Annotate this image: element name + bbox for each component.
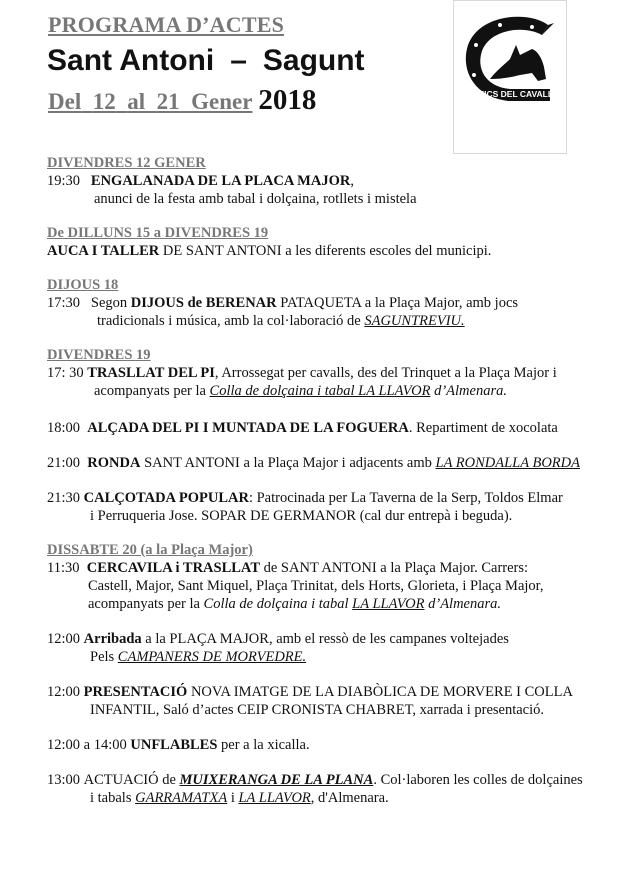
dates-al: al bbox=[127, 89, 146, 114]
title-left: Sant Antoni bbox=[47, 44, 215, 77]
event-line bbox=[90, 649, 306, 666]
event-title: ENGALANADA DE LA PLACA MAJOR bbox=[90, 173, 351, 189]
event-line bbox=[47, 295, 518, 312]
event-text: Pels bbox=[90, 649, 118, 665]
event-line bbox=[47, 365, 557, 382]
event-text: . Repartiment de xocolata bbox=[408, 420, 558, 436]
group-name: Colla de dolçaina i tabal LA LLAVOR bbox=[209, 383, 431, 399]
dates-del: Del bbox=[48, 89, 82, 114]
event-text: acompanyats per la bbox=[88, 596, 204, 612]
event-title: RONDA bbox=[87, 455, 141, 471]
event-time: 19:30 bbox=[47, 173, 81, 189]
section-heading: DIVENDRES 12 GENER bbox=[47, 155, 206, 171]
event-time: 11:30 bbox=[47, 560, 80, 576]
section-heading: De DILLUNS 15 a DIVENDRES 19 bbox=[47, 225, 269, 241]
event-text: PATAQUETA a la Plaça Major, amb jocs bbox=[276, 295, 519, 311]
event-title: UNFLABLES bbox=[130, 737, 218, 753]
group-name: MUIXERANGA DE LA PLANA bbox=[179, 772, 374, 788]
event-text: DE SANT ANTONI a les diferents escoles del municipi. bbox=[159, 243, 492, 259]
event-text: d’Almenara. bbox=[430, 383, 507, 399]
title-right: Sagunt bbox=[262, 44, 365, 77]
section-heading: DIJOUS 18 bbox=[47, 277, 119, 293]
event-title: PRESENTACIÓ bbox=[83, 684, 188, 700]
event-title: ALÇADA DEL PI I MUNTADA DE LA FOGUERA bbox=[87, 420, 409, 436]
event-text: , bbox=[350, 173, 354, 189]
page-title bbox=[47, 44, 365, 78]
event-time: 13:00 bbox=[47, 772, 81, 788]
event-line bbox=[47, 631, 509, 648]
event-time: 18:00 bbox=[47, 420, 81, 436]
event-line bbox=[47, 737, 310, 754]
event-line bbox=[47, 684, 573, 701]
program-label: PROGRAMA D’ACTES bbox=[48, 12, 285, 37]
event-time: 12:00 a 14:00 bbox=[47, 737, 127, 753]
section-heading: DIVENDRES 19 bbox=[47, 347, 151, 363]
event-title: Arribada bbox=[83, 631, 142, 647]
group-name: GARRAMATXA bbox=[135, 790, 228, 806]
event-line: i Perruqueria Jose. SOPAR DE GERMANOR (cal dur entrepà i beguda). bbox=[90, 508, 513, 524]
event-line bbox=[47, 420, 558, 437]
section-heading: DISSABTE 20 (a la Plaça Major) bbox=[47, 542, 253, 558]
event-time: 17:30 bbox=[47, 295, 81, 311]
event-line: INFANTIL, Saló d’actes CEIP CRONISTA CHABRET, xarrada i presentació. bbox=[90, 702, 545, 718]
event-line bbox=[47, 173, 354, 190]
event-line bbox=[90, 790, 389, 807]
event-text: Segon bbox=[90, 295, 131, 311]
title-dash: – bbox=[230, 44, 247, 77]
group-name: CAMPANERS DE MORVEDRE. bbox=[117, 649, 307, 665]
dates-day1: 12 bbox=[92, 89, 116, 114]
event-line: Castell, Major, Sant Miquel, Plaça Trinitat, dels Horts, Glorieta, i Plaça Major, bbox=[88, 578, 544, 594]
event-title: CALÇOTADA POPULAR bbox=[83, 490, 249, 506]
event-time: 21:00 bbox=[47, 455, 81, 471]
event-text: NOVA IMATGE DE LA DIABÒLICA DE MORVERE I COLLA bbox=[187, 684, 573, 700]
event-title: DIJOUS de BERENAR bbox=[130, 295, 277, 311]
group-name: LA LLAVOR bbox=[238, 790, 311, 806]
event-text: SANT ANTONI a la Plaça Major i adjacents amb bbox=[140, 455, 436, 471]
event-line bbox=[97, 313, 465, 330]
dates-month: Gener bbox=[191, 89, 253, 114]
event-time: 12:00 bbox=[47, 684, 81, 700]
event-time: 12:00 bbox=[47, 631, 81, 647]
event-title: TRASLLAT DEL PI bbox=[87, 365, 215, 381]
event-title: CERCAVILA i TRASLLAT bbox=[86, 560, 260, 576]
event-text: : Patrocinada per La Taverna de la Serp, Toldos Elmar bbox=[248, 490, 563, 506]
event-text: d’Almenara. bbox=[424, 596, 501, 612]
logo-text: AMICS DEL CAVALL bbox=[470, 89, 554, 99]
event-time: 17: 30 bbox=[47, 365, 84, 381]
group-name: LA RONDALLA BORDA bbox=[435, 455, 580, 471]
event-text: acompanyats per la bbox=[94, 383, 210, 399]
event-text: . Col·laboren les colles de dolçaines bbox=[373, 772, 583, 788]
event-line bbox=[88, 596, 501, 613]
event-text: , Arrossegat per cavalls, des del Trinquet a la Plaça Major i bbox=[214, 365, 557, 381]
event-text: a la PLAÇA MAJOR, amb el ressò de les campanes voltejades bbox=[141, 631, 509, 647]
event-line bbox=[94, 383, 507, 400]
group-name: LA LLAVOR bbox=[352, 596, 425, 612]
event-line bbox=[47, 772, 583, 789]
event-line bbox=[47, 243, 491, 260]
dates-day2: 21 bbox=[156, 89, 180, 114]
event-line bbox=[47, 455, 580, 472]
event-line bbox=[47, 490, 563, 507]
date-range bbox=[48, 84, 316, 117]
event-line bbox=[47, 560, 528, 577]
event-text: de SANT ANTONI a la Plaça Major. Carrers: bbox=[260, 560, 529, 576]
event-text: i tabals bbox=[90, 790, 136, 806]
logo bbox=[453, 0, 567, 154]
event-text: , d'Almenara. bbox=[310, 790, 389, 806]
horseshoe-horse-head-icon bbox=[460, 15, 560, 105]
event-title: AUCA I TALLER bbox=[47, 243, 160, 259]
event-text: tradicionals i música, amb la col·laboració de bbox=[97, 313, 365, 329]
event-text: per a la xicalla. bbox=[217, 737, 310, 753]
sponsor-link: SAGUNTREVIU. bbox=[364, 313, 465, 329]
event-time: 21:30 bbox=[47, 490, 81, 506]
event-text: ACTUACIÓ de bbox=[83, 772, 180, 788]
event-line: anunci de la festa amb tabal i dolçaina, rotllets i mistela bbox=[94, 191, 417, 207]
event-text: i bbox=[227, 790, 239, 806]
group-name: Colla de dolçaina i tabal bbox=[203, 596, 353, 612]
year: 2018 bbox=[258, 84, 317, 116]
